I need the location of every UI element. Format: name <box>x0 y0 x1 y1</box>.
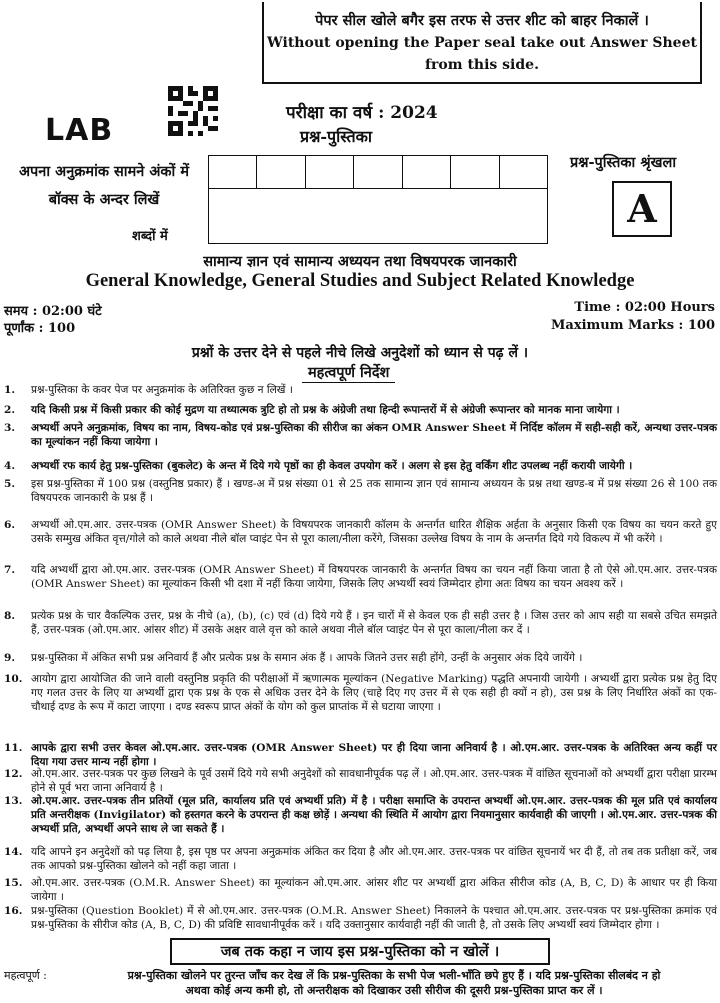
instruction-number: 10. <box>4 673 23 685</box>
instruction-number: 13. <box>4 795 23 807</box>
instruction-text: अभ्यर्थी ओ.एम.आर. उत्तर-पत्रक (OMR Answer Sheet) के विषयपरक जानकारी कॉलम के अन्तर्गत धारित शैक्षिक अर्हता के अनुसार किसी एक विषय का चयन करते हुए उसके सम्मुख अंकित वृत्त/गोले को काले अथवा नीले बॉल प्वाइंट पेन से पूरा काला/नीला करेंगे, जिसका उल्लेख विषय के नाम के अन्तर्गत दिये गये विकल्प में भी करेंगे । <box>31 519 717 545</box>
footer-line1: प्रश्न-पुस्तिका खोलने पर तुरन्त जाँच कर देख लें कि प्रश्न-पुस्तिका के सभी पेज भली-भाँति छपे हुए हैं । यदि प्रश्न-पुस्तिका सीलबंद न हो <box>127 969 661 982</box>
roll-digit-box[interactable] <box>256 156 304 188</box>
footer-line2: अथवा कोई अन्य कमी हो, तो अन्तरीक्षक को दिखाकर उसी सीरीज की दूसरी प्रश्न-पुस्तिका प्राप्त कर लें । <box>185 984 603 997</box>
time-hindi: समय : 02:00 घंटे <box>4 304 102 319</box>
instruction-number: 3. <box>4 422 16 434</box>
do-not-open-notice: जब तक कहा न जाय इस प्रश्न-पुस्तिका को न खोलें । <box>170 938 550 965</box>
marks-english: Maximum Marks : 100 <box>551 318 715 333</box>
instruction-text: आपके द्वारा सभी उत्तर केवल ओ.एम.आर. उत्तर-पत्रक (OMR Answer Sheet) पर ही दिया जाना अनिवार्य है । ओ.एम.आर. उत्तर-पत्रक के अतिरिक्त अन्य कहीं पर दिया गया उत्तर मान्य नहीं होगा । <box>31 742 717 768</box>
roll-digit-box[interactable] <box>305 156 353 188</box>
booklet-code: LAB <box>45 113 114 148</box>
instruction-text: आयोग द्वारा आयोजित की जाने वाली वस्तुनिष्ठ प्रकृति की परीक्षाओं में ऋणात्मक मूल्यांकन (Negative Marking) पद्धति अपनायी जायेगी । अभ्यर्थी द्वारा प्रत्येक प्रश्न हेतु दिए गए गलत उत्तर के लिए या अभ्यर्थी द्वारा एक प्रश्न के एक से अधिक उत्तर देने के लिए (चाहे दिए गए उत्तर में से एक सही ही क्यों न हो), उस प्रश्न के लिए निर्धारित अंकों का एक-चौथाई दण्ड के रूप में काटा जाएगा । दण्ड स्वरूप प्राप्त अंकों के योग को कुल प्राप्तांक में से घटाया जाएगा । <box>31 673 717 713</box>
series-label: प्रश्न-पुस्तिका श्रृंखला <box>570 154 677 171</box>
instruction-number: 2. <box>4 404 16 416</box>
roll-digit-box[interactable] <box>209 156 256 188</box>
instruction-number: 16. <box>4 905 23 917</box>
instruction-text: ओ.एम.आर. उत्तर-पत्रक (O.M.R. Answer Sheet) का मूल्यांकन ओ.एम.आर. आंसर शीट पर अभ्यर्थी द्वारा अंकित सीरीज कोड (A, B, C, D) के आधार पर ही किया जायेगा । <box>31 877 717 903</box>
footer-note <box>70 968 718 998</box>
subject-title-hindi: सामान्य ज्ञान एवं सामान्य अध्ययन तथा विषयपरक जानकारी <box>203 253 517 270</box>
seal-notice-english-line2: from this side. <box>425 57 539 73</box>
instruction-number: 11. <box>4 742 23 754</box>
booklet-label: प्रश्न-पुस्तिका <box>300 127 373 146</box>
instruction-text: इस प्रश्न-पुस्तिका में 100 प्रश्न (वस्तुनिष्ठ प्रकार) हैं । खण्ड-अ में प्रश्न संख्या 01 से 25 तक सामान्य ज्ञान एवं सामान्य अध्ययन के प्रश्न तथा खण्ड-ब में प्रश्न संख्या 26 से 100 तक विषयपरक जानकारी के प्रश्न हैं । <box>31 478 717 504</box>
instruction-number: 8. <box>4 610 16 622</box>
instruction-text: ओ.एम.आर. उत्तर-पत्रक तीन प्रतियों (मूल प्रति, कार्यालय प्रति एवं अभ्यर्थी प्रति) में है । परीक्षा समाप्ति के उपरान्त अभ्यर्थी ओ.एम.आर. उत्तर-पत्रक की मूल प्रति एवं कार्यालय प्रति अन्तरीक्षक (Invigilator) को हस्तगत करने के उपरान्त ही कक्ष छोड़ें । अन्यथा की स्थिति में आयोग द्वारा नियमानुसार कार्यवाही की जाएगी । ओ.एम.आर. उत्तर-पत्रक की अभ्यर्थी प्रति, अभ्यर्थी अपने साथ ले जा सकते हैं । <box>31 795 717 835</box>
roll-number-label <box>6 158 202 214</box>
instruction-number: 5. <box>4 478 16 490</box>
roll-digit-box[interactable] <box>450 156 498 188</box>
roll-number-label-line2: बॉक्स के अन्दर लिखें <box>48 191 160 208</box>
series-value: A <box>612 181 672 237</box>
instruction-text: प्रश्न-पुस्तिका के कवर पेज पर अनुक्रमांक के अतिरिक्त कुछ न लिखें । <box>31 384 293 396</box>
roll-digit-box[interactable] <box>402 156 450 188</box>
roll-digit-box[interactable] <box>499 156 547 188</box>
instruction-text: यदि आपने इन अनुदेशों को पढ़ लिया है, इस पृष्ठ पर अपना अनुक्रमांक अंकित कर दिया है और ओ.एम.आर. उत्तर-पत्रक पर वांछित सूचनायें भर दी हैं, तो तब तक प्रतीक्षा करें, जब तक आपको प्रश्न-पुस्तिका खोलने को नहीं कहा जाता । <box>31 846 717 872</box>
instruction-text: यदि अभ्यर्थी द्वारा ओ.एम.आर. उत्तर-पत्रक (OMR Answer Sheet) में विषयपरक जानकारी के अन्तर्गत विषय का चयन नहीं किया जाता है तो ऐसे ओ.एम.आर. उत्तर-पत्रक (OMR Answer Sheet) का मूल्यांकन किसी भी दशा में नहीं किया जायेगा, जिसके लिए अभ्यर्थी स्वयं जिम्मेदार होगा अतः विषय का चयन अवश्य करें । <box>31 564 717 590</box>
roll-words-label: शब्दों में <box>132 229 168 244</box>
instruction-text: प्रश्न-पुस्तिका (Question Booklet) में से ओ.एम.आर. उत्तर-पत्रक (O.M.R. Answer Sheet) निकालने के पश्चात ओ.एम.आर. उत्तर-पत्रक पर प्रश्न-पुस्तिका क्रमांक एवं प्रश्न-पुस्तिका के सीरीज कोड (A, B, C, D) की प्रविष्टि सावधानीपूर्वक करें । यदि उक्तानुसार कार्यवाही नहीं की जाती है, तो उसके लिए अभ्यर्थी स्वयं जिम्मेदार होगा । <box>31 905 717 931</box>
seal-notice-english-line1: Without opening the Paper seal take out Answer Sheet <box>267 35 697 51</box>
instruction-number: 6. <box>4 519 16 531</box>
instruction-text: अभ्यर्थी रफ कार्य हेतु प्रश्न-पुस्तिका (बुकलेट) के अन्त में दिये गये पृष्ठों का ही केवल उपयोग करें । अलग से इस हेतु वर्किंग शीट उपलब्ध नहीं करायी जायेगी । <box>31 460 633 472</box>
instruction-number: 15. <box>4 877 23 889</box>
instruction-number: 14. <box>4 846 23 858</box>
instruction-text: अभ्यर्थी अपने अनुक्रमांक, विषय का नाम, विषय-कोड एवं प्रश्न-पुस्तिका की सीरीज का अंकन OMR Answer Sheet में निर्दिष्ट कॉलम में सही-सही करें, अन्यथा उत्तर-पत्रक का मूल्यांकन नहीं किया जायेगा । <box>31 422 717 448</box>
instruction-number: 9. <box>4 652 16 664</box>
instruction-text: प्रत्येक प्रश्न के चार वैकल्पिक उत्तर, प्रश्न के नीचे (a), (b), (c) एवं (d) दिये गये हैं । इन चारों में से केवल एक ही सही उत्तर है । जिस उत्तर को आप सही या सबसे उचित समझते हैं, उत्तर-पत्रक (ओ.एम.आर. आंसर शीट) में उसके अक्षर वाले वृत्त को काले अथवा नीले बॉल प्वाइंट पेन से पूरा काला/नीला कर दें । <box>31 610 717 636</box>
roll-number-label-line1: अपना अनुक्रमांक सामने अंकों में <box>18 163 190 180</box>
roll-number-words-box[interactable] <box>208 188 548 244</box>
roll-digit-box[interactable] <box>353 156 401 188</box>
pre-instruction: प्रश्नों के उत्तर देने से पहले नीचे लिखे अनुदेशों को ध्यान से पढ़ लें । <box>191 345 529 361</box>
seal-notice-box <box>262 2 702 84</box>
exam-year: परीक्षा का वर्ष : 2024 <box>286 103 438 123</box>
barcode-icon <box>168 86 218 136</box>
time-english: Time : 02:00 Hours <box>574 300 715 315</box>
seal-notice-hindi: पेपर सील खोले बगैर इस तरफ से उत्तर शीट को बाहर निकालें । <box>315 12 649 29</box>
instruction-number: 12. <box>4 768 23 780</box>
instruction-number: 1. <box>4 384 16 396</box>
instruction-number: 7. <box>4 564 16 576</box>
roll-number-digit-boxes[interactable] <box>208 155 548 189</box>
instruction-text: यदि किसी प्रश्न में किसी प्रकार की कोई मुद्रण या तथ्यात्मक त्रुटि हो तो प्रश्न के अंग्रेजी तथा हिन्दी रूपान्तरों में से अंग्रेजी रूपान्तर को मानक माना जायेगा । <box>31 404 620 416</box>
instruction-text: प्रश्न-पुस्तिका में अंकित सभी प्रश्न अनिवार्य हैं और प्रत्येक प्रश्न के समान अंक हैं । आपके जितने उत्तर सही होंगे, उन्हीं के अनुसार अंक दिये जायेंगे । <box>31 652 583 664</box>
marks-hindi: पूर्णांक : 100 <box>4 321 76 336</box>
instruction-text: ओ.एम.आर. उत्तर-पत्रक पर कुछ लिखने के पूर्व उसमें दिये गये सभी अनुदेशों को सावधानीपूर्वक पढ़ लें । ओ.एम.आर. उत्तर-पत्रक में वांछित सूचनाओं को अभ्यर्थी द्वारा परीक्षा प्रारम्भ होने से पूर्व भरा जाना अनिवार्य है । <box>31 768 717 794</box>
footer-label: महत्वपूर्ण : <box>4 969 47 982</box>
instruction-number: 4. <box>4 460 16 472</box>
subject-title-english: General Knowledge, General Studies and Subject Related Knowledge <box>85 271 635 291</box>
instructions-heading: महत्वपूर्ण निर्देश <box>302 362 395 383</box>
